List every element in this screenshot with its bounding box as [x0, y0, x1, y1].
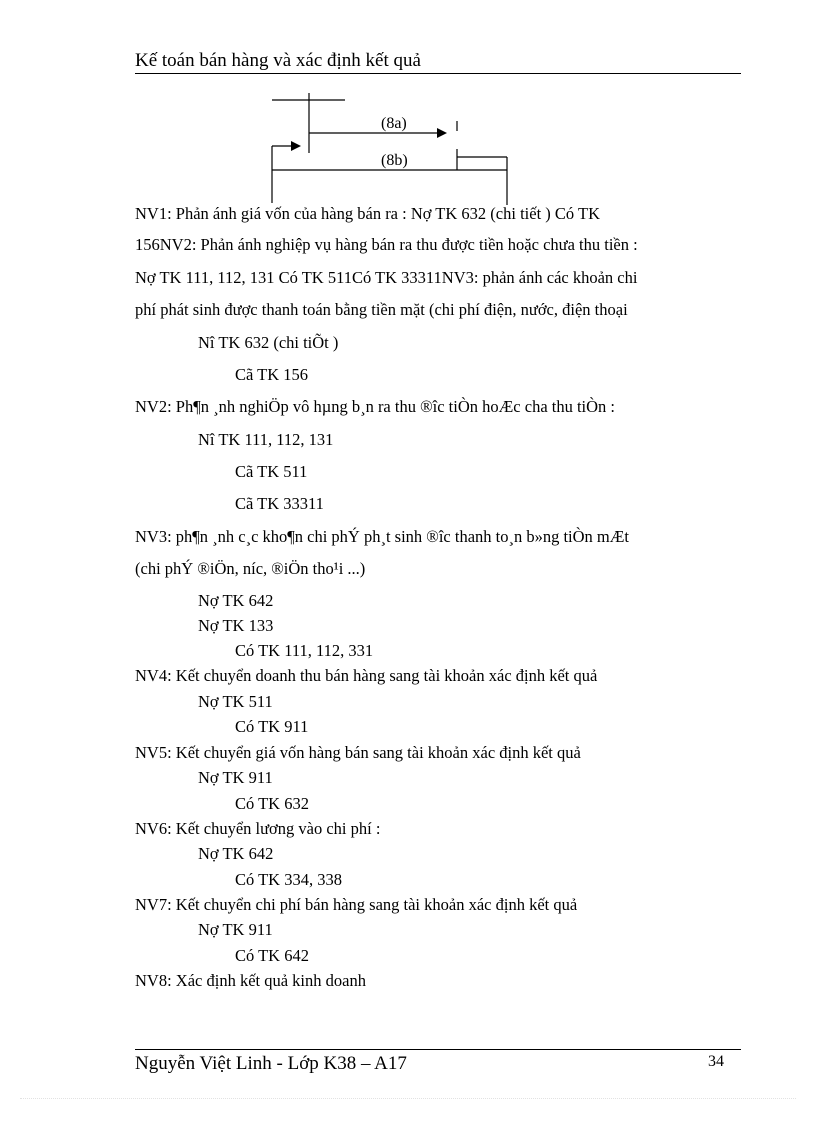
text-line: NV3: ph¶n ¸nh c¸c kho¶n chi phÝ ph¸t sinh ®îc thanh to¸n b»ng tiÒn mÆt	[135, 527, 630, 546]
text-line: NV8: Xác định kết quả kinh doanh	[135, 971, 366, 990]
text-line: (chi phÝ ®iÖn, níc, ®iÖn tho¹i ...)	[135, 559, 366, 578]
text-line: phí phát sinh được thanh toán bằng tiền mặt (chi phí điện, nước, điện thoại	[135, 300, 628, 319]
text-line: NV2: Ph¶n ¸nh nghiÖp vô hµng b¸n ra thu ®îc tiÒn hoÆc cha thu tiÒn :	[135, 397, 616, 416]
text-line: Cã TK 33311	[235, 494, 324, 513]
page-edge-dots	[20, 1098, 796, 1099]
label-8a: (8a)	[381, 115, 407, 132]
text-line: Nợ TK 911	[198, 768, 273, 787]
footer-author: Nguyễn Việt Linh - Lớp K38 – A17	[135, 1053, 407, 1074]
arrow-8a-head	[437, 128, 447, 138]
text-line: Có TK 911	[235, 717, 309, 736]
text-line: NV6: Kết chuyển lương vào chi phí :	[135, 819, 381, 838]
text-line: Cã TK 511	[235, 462, 308, 481]
text-line: Có TK 632	[235, 794, 309, 813]
text-line: Nî TK 632 (chi tiÕt )	[198, 333, 339, 352]
page-number: 34	[708, 1053, 724, 1070]
text-line: Nợ TK 642	[198, 844, 274, 863]
footer-rule	[135, 1049, 741, 1050]
text-line: Có TK 642	[235, 946, 309, 965]
text-line: NV1: Phản ánh giá vốn của hàng bán ra : Nợ TK 632 (chi tiết ) Có TK	[135, 204, 600, 223]
text-line: Nợ TK 911	[198, 920, 273, 939]
text-line: NV5: Kết chuyển giá vốn hàng bán sang tài khoản xác định kết quả	[135, 743, 581, 762]
text-line: Cã TK 156	[235, 365, 309, 384]
page-header-title: Kế toán bán hàng và xác định kết quả	[135, 50, 421, 71]
text-line: NV4: Kết chuyển doanh thu bán hàng sang tài khoản xác định kết quả	[135, 666, 598, 685]
text-line: Có TK 111, 112, 331	[235, 641, 374, 660]
text-line: Có TK 334, 338	[235, 870, 342, 889]
arrow-8b-head	[291, 141, 301, 151]
label-8b: (8b)	[381, 152, 408, 169]
text-line: Nợ TK 642	[198, 591, 274, 610]
text-line: Nợ TK 511	[198, 692, 273, 711]
text-line: 156NV2: Phản ánh nghiệp vụ hàng bán ra thu được tiền hoặc chưa thu tiền :	[135, 235, 638, 254]
text-line: Nợ TK 111, 112, 131 Có TK 511Có TK 33311NV3: phản ánh các khoản chi	[135, 268, 638, 287]
text-line: NV7: Kết chuyển chi phí bán hàng sang tài khoản xác định kết quả	[135, 895, 578, 914]
text-line: Nî TK 111, 112, 131	[198, 430, 334, 449]
account-flow-diagram	[0, 0, 816, 210]
text-line: Nợ TK 133	[198, 616, 274, 635]
